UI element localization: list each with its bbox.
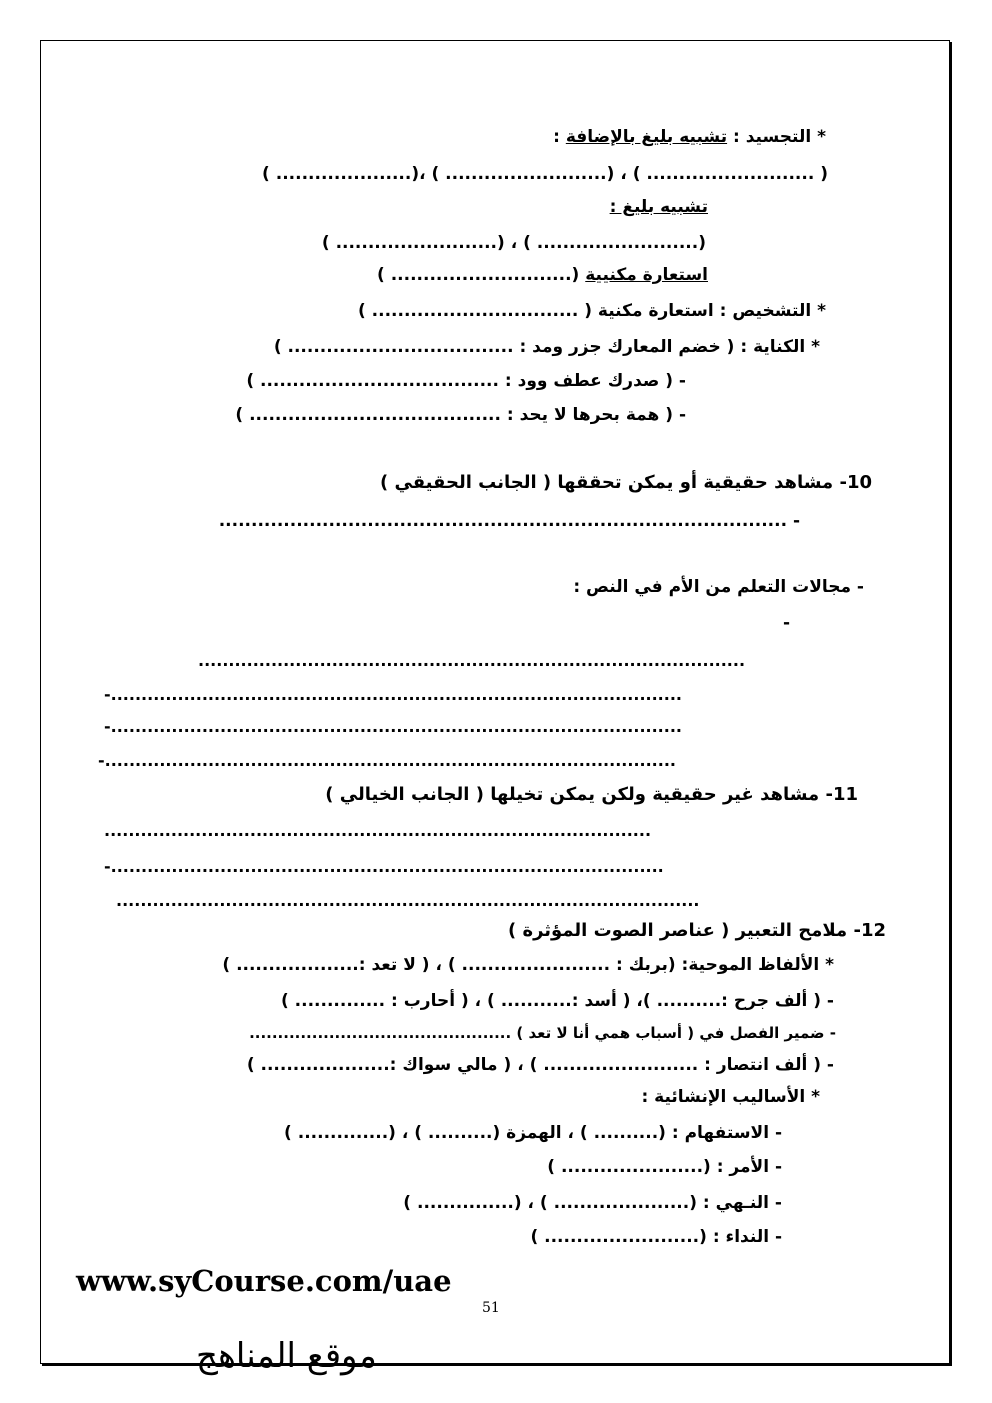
section11-number: 11- (825, 784, 858, 805)
alif-intisar-line: - ( ألف انتصار : ........................ ) ، ( مالي سواك :.................... ) (246, 1055, 834, 1075)
section11-line3: ................................................................................................ (116, 891, 700, 910)
learning-heading: - مجالات التعلم من الأم في النص : (573, 577, 864, 597)
tashbih-baligh-heading: تشبيه بليغ : (609, 197, 708, 217)
amr-line: - الأمر : (...................... ) (547, 1157, 782, 1177)
section10-heading (380, 472, 872, 494)
section11-title: مشاهد غير حقيقية ولكن يمكن تخيلها ( الجانب الخيالي ) (325, 784, 820, 805)
section11-heading (325, 784, 858, 806)
section12-heading (508, 920, 886, 942)
learning-dots-3: -.............................................................................................. (104, 717, 682, 736)
brand-watermark: موقع المناهج (196, 1336, 377, 1376)
tajseed-type: تشبيه بليغ بالإضافة (565, 127, 728, 147)
nahy-line: - النـهي : (..................... ) ، (............... ) (403, 1193, 782, 1213)
website-url: www.syCourse.com/uae (76, 1264, 452, 1298)
istiara-blanks: (............................ ) (377, 265, 580, 285)
kinaya-item-3: - ( همة بحرها لا يحد : ....................................... ) (235, 405, 686, 425)
alfaz-line: * الألفاظ الموحية: (بربك : ....................... ) ، ( لا تعد :................... ) (222, 955, 834, 975)
nidaa-line: - النداء : (........................ ) (530, 1227, 782, 1247)
damir-line: - ضمير الفصل في ( أسباب همي أنا لا تعد ) .............................................. (249, 1024, 836, 1042)
tashbih-blanks: (......................... ) ، (......................... ) (321, 233, 706, 253)
section11-line2: -........................................................................................... (104, 857, 664, 876)
section10-line1: - ........................................................................................ (218, 511, 800, 531)
learning-dots-4: -.............................................................................................. (98, 751, 676, 770)
page-number: 51 (482, 1300, 500, 1316)
section11-line1: .......................................................................................... (104, 821, 652, 840)
section12-number: 12- (853, 920, 886, 941)
tajseed-colon: : (553, 127, 560, 147)
section12-title: ملامح التعبير ( عناصر الصوت المؤثرة ) (507, 920, 848, 941)
tashkhees-line: * التشخيص : استعارة مكنية ( ................................ ) (357, 301, 826, 321)
learning-dots-2: -.............................................................................................. (104, 685, 682, 704)
asaleeb-heading: * الأساليب الإنشائية : (641, 1087, 820, 1107)
kinaya-item-2: - ( صدرك عطف وود : ..................................... ) (246, 371, 686, 391)
istifham-line: - الاستفهام : (.......... ) ، الهمزة (.......... ) ، (.............. ) (284, 1123, 782, 1143)
section10-number: 10- (839, 472, 872, 493)
section10-title: مشاهد حقيقية أو يمكن تحققها ( الجانب الحقيقي ) (380, 472, 834, 493)
learning-dots-1: .......................................................................................... (198, 651, 746, 670)
tajseed-label: * التجسيد : (733, 127, 826, 147)
kinaya-line: * الكناية : ( خضم المعارك جزر ومد : ................................... ) (273, 337, 820, 357)
learning-dash: - (782, 613, 790, 633)
tajseed-line (553, 126, 826, 148)
tajseed-blanks: ( .......................... ) ، (......................... ) ،(..................... ) (262, 164, 828, 184)
istiara-label: استعارة مكنيية (585, 265, 708, 285)
alif-jarh-line: - ( ألف جرح :.......... )، ( أسد :........... ) ، ( أحارب : .............. ) (280, 991, 834, 1011)
istiara-line (377, 264, 708, 286)
